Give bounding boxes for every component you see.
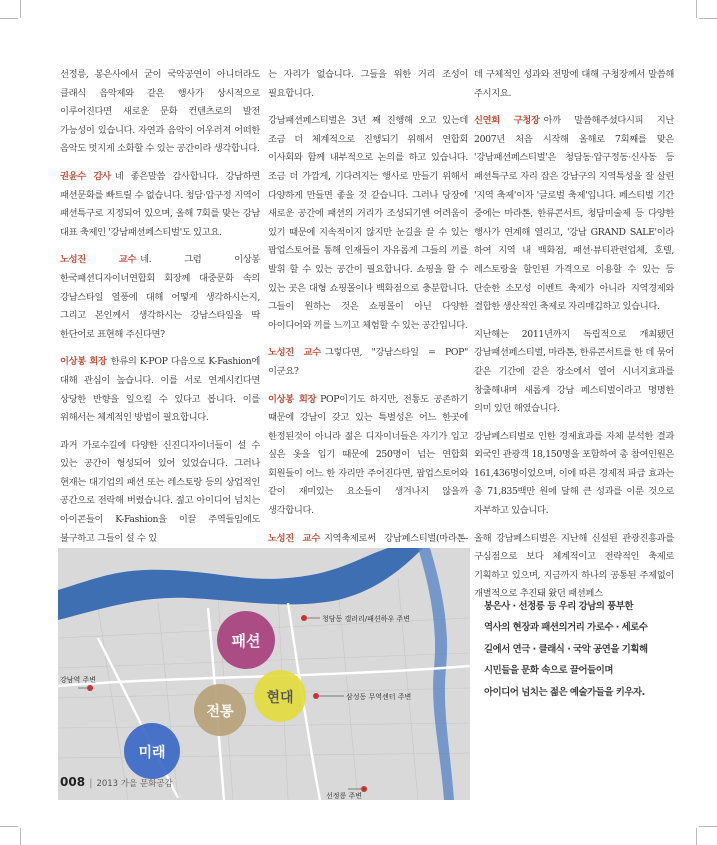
speaker-name: 이상봉 회장 xyxy=(60,356,107,368)
cheongdam-pin xyxy=(301,615,307,621)
fashion-bubble-label: 패션 xyxy=(231,632,261,650)
paragraph: 노성진 교수 그렇다면, "강남스타일 = POP" 이군요? xyxy=(268,347,468,377)
page-number: 008 xyxy=(60,775,86,789)
seonjeongneung-label: 선정릉 주변 xyxy=(326,792,363,800)
paragraph: 신연희 구청장 아까 말씀해주셨다시피 지난 2007년 처음 시작해 올해로 7회째를 맞은 '강남패션페스티벌'은 청담동·압구정동·신사동 등 패션특구로 자리 잡은 강남구의 지역특성을 잘 살린 '지역 축제'이자 '글로벌 축제'입니다. 페스티벌 기간 중에는 마라톤, 한류콘서트, 청담미술제 등 다양한 행사가 연계해 열리고, '강남 GRAND SALE'이라 하여 지역 내 백화점, 패션·뷰티관련업체, 호텔, 레스토랑을 할인된 가격으로 이용할 수 있는 등 단순한 소모성 이벤트 축제가 아니라 지역경제와 결합한 생산적인 축제로 자리매김하고 있습니다. xyxy=(474,115,675,313)
paragraph: 는 자리가 없습니다. 그들을 위한 거리 조성이 필요합니다. xyxy=(268,69,468,99)
caption-line: 길에서 연극 · 클래식 · 국악 공연을 기획해 xyxy=(484,643,648,655)
gangnam-station-pin xyxy=(87,685,93,691)
gangnam-station-label: 강남역 주변 xyxy=(60,676,97,684)
crop-mark xyxy=(0,826,18,827)
samseong-pin xyxy=(313,693,319,699)
future-bubble-label: 미래 xyxy=(138,745,166,761)
samseong-label: 삼성동 무역센터 주변 xyxy=(346,693,412,701)
caption-line: 시민들을 문화 속으로 끌어들이며 xyxy=(484,665,613,677)
paragraph: 노성진 교수 지역축제로써 강남페스티벌(마라톤- xyxy=(268,532,468,544)
paragraph: 이상봉 회장 한류의 K-POP 다음으로 K-Fashion에 대해 관심이 높습니다. 이를 서로 연계시킨다면 상당한 반향을 일으킬 수 있다고 봅니다. 이를 위해서는 체계적인 방법이 필요합니다. xyxy=(60,356,260,424)
tradition-bubble-label: 전통 xyxy=(206,704,234,720)
paragraph: 강남패션페스티벌은 3년 째 진행해 오고 있는데 조금 더 체계적으로 진행되기 위해서 연합회 이사회와 함께 내부적으로 논의를 하고 있습니다. 조금 더 가깝게, 기다려지는 행사로 만들기 위해서 다양하게 만들면 좋을 것 같습니다. 그러나 당장에 새로운 공간에 패션의 거리가 조성되기엔 어려움이 있기 때문에 지속적이지 않지만 눈길을 끌 수 있는 팝업스토어를 통해 인재들이 자유롭게 그들의 끼를 발휘 할 수 있는 공간이 필요합니다. 쇼핑을 할 수 있는 곳은 대형 쇼핑몰이나 백화점으로 충분합니다. 그들이 원하는 것은 쇼핑몰이 아닌 다양한 아이디어와 끼를 느끼고 체험할 수 있는 공간입니다. xyxy=(268,115,468,331)
modern-bubble-label: 현대 xyxy=(266,690,294,706)
speaker-name: 권윤수 감사 xyxy=(60,170,111,182)
page-footer xyxy=(60,775,173,789)
speaker-name: 신연희 구청장 xyxy=(474,115,540,127)
map-caption xyxy=(484,596,690,703)
paragraph: 선정릉, 봉은사에서 굳이 국악공연이 아니더라도 클래식 음악제와 같은 행사가 상시적으로 이루어진다면 새로운 문화 컨텐츠로의 발전 가능성이 있습니다. 자연과 음악이 어우러져 어떠한 음악도 멋지게 소화할 수 있는 공간이라 생각합니다. xyxy=(60,69,260,155)
paragraph: 올해 강남페스티벌은 지난해 신설된 관광진흥과를 구심점으로 보다 체계적이고 전략적인 축제로 기획하고 있으며, 지금까지 하나의 공통된 주제없이 개별적으로 추진돼 왔던 패션페스 xyxy=(474,532,674,600)
crop-mark xyxy=(20,828,21,845)
paragraph: 권윤수 감사 네 좋은말씀 감사합니다. 강남하면 패션문화를 빠트릴 수 없습니다. 청담·압구정 지역이 패션특구로 지정되어 있으며, 올해 7회를 맞는 강남 대표 축제인 '강남패션페스티벌'도 있고요. xyxy=(60,170,260,238)
crop-mark xyxy=(0,18,18,19)
speaker-name: 노성진 교수 xyxy=(268,532,320,544)
caption-line: 역사의 현장과 패션의거리 가로수 · 세로수 xyxy=(484,622,648,634)
speaker-name: 이상봉 회장 xyxy=(268,393,317,405)
crop-mark xyxy=(696,828,697,845)
magazine-name: 2013 가을 문화공감 xyxy=(96,779,173,789)
caption-line: 아이디어 넘치는 젊은 예술가들을 키우자. xyxy=(484,686,645,698)
cheongdam-label: 청담동 갤러리/패션하우 주변 xyxy=(322,615,410,623)
crop-mark xyxy=(699,826,717,827)
paragraph: 강남페스티벌로 인한 경제효과를 자체 분석한 결과 외국인 관광객 18,150명을 포함하여 총 참여인원은 161,436명이었으며, 이에 따른 경제적 파급 효과는 총 71,835백만 원에 달해 큰 성과를 이룬 것으로 자부하고 있습니다. xyxy=(474,430,674,517)
paragraph: 지난해는 2011년까지 독립적으로 개최됐던 강남패션페스티벌, 마라톤, 한류콘서트를 한 데 묶어 같은 기간에 같은 장소에서 열어 시너지효과를 창출해내며 새롭게 강남 페스티벌이라고 명명한 의미 있던 해였습니다. xyxy=(474,328,674,415)
paragraph: 과거 가로수길에 다양한 신진디자이너들이 설 수 있는 공간이 형성되어 있어 있었습니다. 그러나 현재는 대기업의 패션 또는 레스토랑 등의 상업적인 공간으로 전락해 버렸습니다. 젊고 아이디어 넘치는 아이콘들이 K-Fashion을 이끌 주역들임에도 불구하고 그들이 설 수 있 xyxy=(60,439,260,544)
crop-mark xyxy=(699,18,717,19)
article-column-1 xyxy=(60,66,260,552)
footer-separator: | xyxy=(89,778,93,789)
gangnam-culture-map xyxy=(58,548,470,800)
crop-mark xyxy=(696,0,697,18)
paragraph: 노성진 교수 네. 그럼 이상봉 한국패션디자이너연합회 회장께 대중문화 속의 강남스타일 열풍에 대해 어떻게 생각하시는지, 그리고 본인께서 생각하시는 강남스타일을 딱 한단어로 표현해 주신다면? xyxy=(60,254,260,340)
article-column-2 xyxy=(268,66,468,552)
speaker-name: 노성진 교수 xyxy=(60,254,137,266)
paragraph: 이상봉 회장 POP이기도 하지만, 전통도 공존하기 때문에 강남이 갖고 있는 특별성은 어느 한곳에 한정된것이 아니라 젊은 디자이너들은 자기가 입고 싶은 옷을 입기 때문에 250명이 넘는 연합회 회원들이 어느 한 자리만 주어진다면, 팝업스토어와 같이 재미있는 요소들이 생겨나지 않을까 생각합니다. xyxy=(268,393,468,517)
caption-line: 봉은사 · 선정릉 등 우리 강남의 풍부한 xyxy=(484,601,634,612)
crop-mark xyxy=(20,0,21,18)
article-column-3 xyxy=(474,66,675,600)
paragraph: 데 구체적인 성과와 전망에 대해 구청장께서 말씀해 주시지요. xyxy=(474,69,674,99)
speaker-name: 노성진 교수 xyxy=(268,347,321,359)
